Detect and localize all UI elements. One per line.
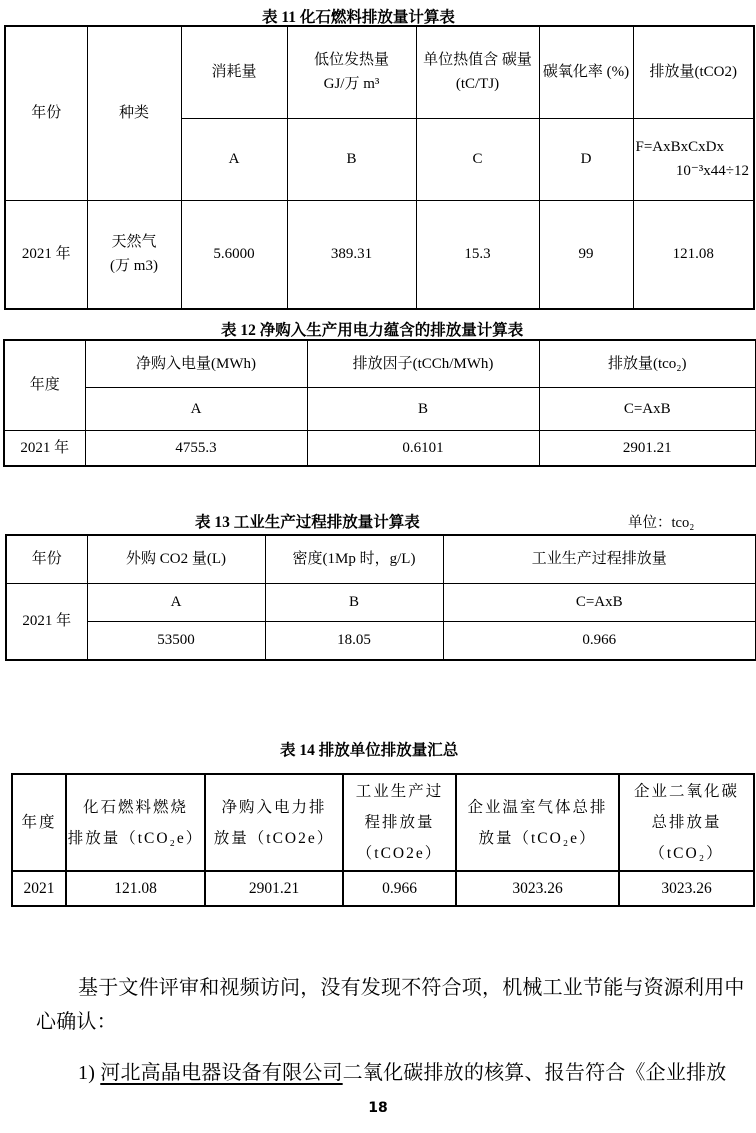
t11-letter-d: D xyxy=(539,118,633,200)
t13-header-density: 密度(1Mp 时，g/L) xyxy=(265,535,443,583)
t14-header-process xyxy=(343,774,456,871)
table11-title: 表 11 化石燃料排放量计算表 xyxy=(262,9,455,26)
page-number: 18 xyxy=(368,1100,388,1116)
t11-row-consumption: 5.6000 xyxy=(181,200,287,309)
t13-row-density: 18.05 xyxy=(265,621,443,660)
table12-title: 表 12 净购入生产用电力蕴含的排放量计算表 xyxy=(221,322,524,339)
t12-header-electricity: 净购入电量(MWh) xyxy=(85,340,307,387)
t12-letter-a: A xyxy=(85,387,307,430)
table13-unit-note: 单位：tco₂ xyxy=(628,515,695,531)
t11-letter-a: A xyxy=(181,118,287,200)
t11-row-emission: 121.08 xyxy=(633,200,754,309)
t11-formula xyxy=(633,118,754,200)
table12 xyxy=(3,339,756,467)
t12-letter-c: C=AxB xyxy=(539,387,756,430)
t14-header-co2-line3: （tCO₂） xyxy=(649,845,724,862)
t11-row-oxidation: 99 xyxy=(539,200,633,309)
t11-letter-b: B xyxy=(287,118,416,200)
t11-row-year: 2021 年 xyxy=(5,200,87,309)
table11 xyxy=(4,25,755,310)
t12-letter-b: B xyxy=(307,387,539,430)
t11-formula-line2: 10⁻³x44÷12 xyxy=(675,163,749,179)
t11-row-kind-line1: 天然气 xyxy=(111,234,157,251)
t13-letter-b: B xyxy=(265,583,443,621)
t11-row-kind-line2: (万 m3) xyxy=(110,258,158,275)
t12-header-year: 年度 xyxy=(4,340,85,430)
t14-row-electricity: 2901.21 xyxy=(205,871,343,906)
t12-row-emission: 2901.21 xyxy=(539,430,756,466)
t11-letter-c: C xyxy=(416,118,539,200)
t13-header-process: 工业生产过程排放量 xyxy=(443,535,756,583)
t14-header-ghg-line2: 放量（tCO₂e） xyxy=(478,829,597,847)
t11-header-oxidation: 碳氧化率 (%) xyxy=(539,26,633,118)
t14-header-electricity-line2: 放量（tCO2e） xyxy=(213,829,335,847)
t14-row-process: 0.966 xyxy=(343,871,456,906)
t11-header-ncv-line1: 低位发热量 xyxy=(313,52,389,69)
t14-row-year: 2021 xyxy=(12,871,66,906)
t13-row-year: 2021 年 xyxy=(6,583,87,660)
t14-header-co2 xyxy=(619,774,754,871)
t14-header-electricity-line1: 净购入电力排 xyxy=(221,798,327,816)
confirmation-paragraph-line2: 心确认： xyxy=(36,1011,117,1033)
t14-header-ghg-line1: 企业温室气体总排 xyxy=(467,798,608,816)
t13-row-process: 0.966 xyxy=(443,621,756,660)
list-item-1 xyxy=(78,1056,726,1085)
t13-letter-c: C=AxB xyxy=(443,583,756,621)
t14-header-fossil xyxy=(66,774,205,871)
t11-header-carbon-line2: (tC/TJ) xyxy=(455,76,500,93)
t11-header-consumption: 消耗量 xyxy=(181,26,287,118)
t14-header-fossil-line2: 排放量（tCO₂e） xyxy=(67,829,204,847)
t12-row-electricity: 4755.3 xyxy=(85,430,307,466)
t13-letter-a: A xyxy=(87,583,265,621)
t12-row-factor: 0.6101 xyxy=(307,430,539,466)
t11-header-emission: 排放量(tCO2) xyxy=(633,26,754,118)
table14 xyxy=(11,773,755,907)
confirmation-paragraph-line1: 基于文件评审和视频访问，没有发现不符合项，机械工业节能与资源利用中 xyxy=(78,977,745,999)
t14-row-ghg: 3023.26 xyxy=(456,871,619,906)
t14-header-electricity xyxy=(205,774,343,871)
t14-header-year: 年度 xyxy=(12,774,66,871)
t13-row-purchased: 53500 xyxy=(87,621,265,660)
t11-header-ncv xyxy=(287,26,416,118)
t14-header-process-line1: 工业生产过 xyxy=(355,783,444,800)
t12-header-factor: 排放因子(tCCh/MWh) xyxy=(307,340,539,387)
t11-row-carbon: 15.3 xyxy=(416,200,539,309)
t14-row-fossil: 121.08 xyxy=(66,871,205,906)
t14-header-fossil-line1: 化石燃料燃烧 xyxy=(82,798,188,816)
table14-title: 表 14 排放单位排放量汇总 xyxy=(280,742,459,759)
t14-header-process-line3: （tCO2e） xyxy=(356,845,443,862)
t11-row-kind xyxy=(87,200,181,309)
t11-formula-line1: F=AxBxCxDx xyxy=(635,139,724,155)
t14-header-co2-line1: 企业二氧化碳 xyxy=(633,783,739,800)
t13-header-purchased: 外购 CO2 量(L) xyxy=(87,535,265,583)
t14-row-co2: 3023.26 xyxy=(619,871,754,906)
t11-row-ncv: 389.31 xyxy=(287,200,416,309)
t14-header-process-line2: 程排放量 xyxy=(364,814,435,831)
t12-row-year: 2021 年 xyxy=(4,430,85,466)
list-item-1-marker: 1) xyxy=(78,1062,96,1084)
t11-header-carbon xyxy=(416,26,539,118)
list-item-1-company: 河北高晶电器设备有限公司 xyxy=(100,1062,343,1084)
table13-title: 表 13 工业生产过程排放量计算表 xyxy=(195,514,420,531)
list-item-1-text: 二氧化碳排放的核算、报告符合《企业排放 xyxy=(342,1062,727,1084)
table13 xyxy=(5,534,756,661)
t11-header-carbon-line1: 单位热值含 碳量 xyxy=(423,52,532,69)
t11-header-year: 年份 xyxy=(5,26,87,200)
t13-header-year: 年份 xyxy=(6,535,87,583)
t11-header-kind: 种类 xyxy=(87,26,181,200)
t14-header-co2-line2: 总排放量 xyxy=(651,814,722,831)
t14-header-ghg xyxy=(456,774,619,871)
t11-header-ncv-line2: GJ/万 m³ xyxy=(323,76,380,93)
t12-header-emission: 排放量(tco₂) xyxy=(539,340,756,387)
